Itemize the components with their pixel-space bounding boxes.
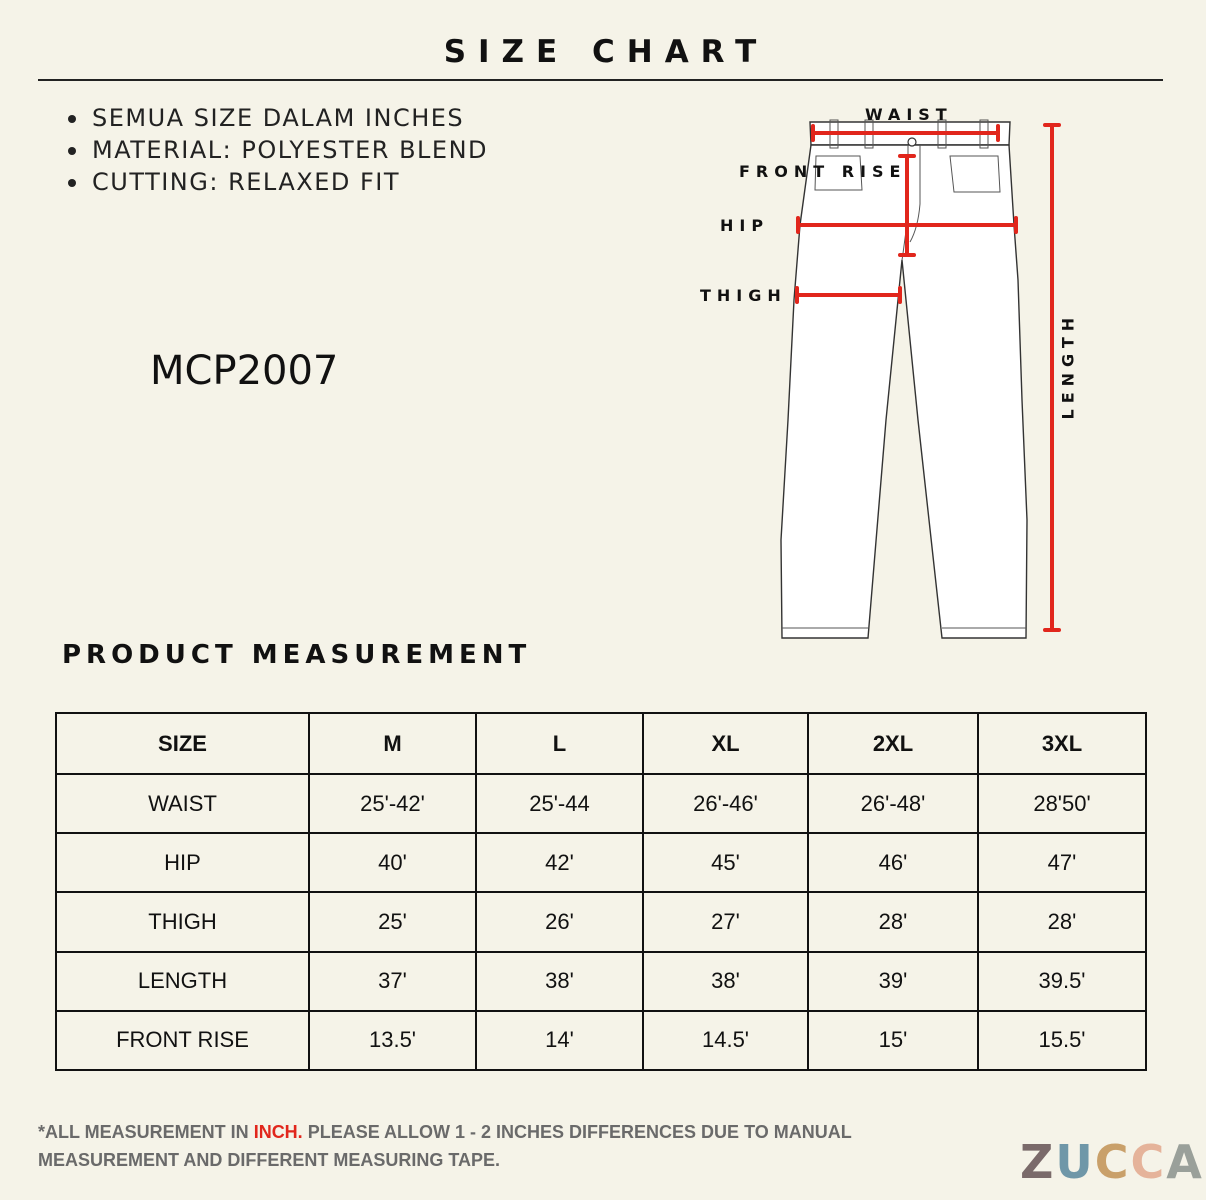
title-divider [38,79,1163,81]
table-cell: 47' [978,833,1146,892]
table-cell: 39' [808,952,978,1011]
thigh-label: THIGH [700,286,787,305]
logo-letter: C [1094,1135,1131,1189]
hip-label: HIP [720,216,770,235]
table-row [56,833,1146,892]
info-list [66,102,488,198]
table-cell: 28' [978,892,1146,951]
table-cell: 26'-46' [643,774,808,833]
table-cell: 38' [476,952,643,1011]
logo-letter: A [1166,1135,1204,1189]
table-row [56,774,1146,833]
table-header-cell: M [309,713,476,774]
table-header-cell: L [476,713,643,774]
table-cell: FRONT RISE [56,1011,309,1070]
logo-letter: U [1055,1135,1095,1189]
table-cell: 27' [643,892,808,951]
table-cell: 25'-42' [309,774,476,833]
table-cell: 25' [309,892,476,951]
pants-diagram [680,100,1100,650]
table-cell: 13.5' [309,1011,476,1070]
table-cell: 37' [309,952,476,1011]
info-item-text: MATERIAL: POLYESTER BLEND [92,136,489,164]
logo-letter: C [1130,1135,1167,1189]
table-cell: HIP [56,833,309,892]
table-cell: 14' [476,1011,643,1070]
table-header-cell: XL [643,713,808,774]
brand-logo [1020,1135,1204,1189]
waist-label: WAIST [865,105,953,124]
pants-illustration [680,100,1100,650]
table-header-cell: 3XL [978,713,1146,774]
table-row [56,1011,1146,1070]
size-table [55,712,1147,1071]
bullet-icon [68,115,76,123]
bullet-icon [68,179,76,187]
table-cell: 42' [476,833,643,892]
section-title: PRODUCT MEASUREMENT [62,640,532,670]
table-cell: 39.5' [978,952,1146,1011]
table-cell: 46' [808,833,978,892]
table-cell: 14.5' [643,1011,808,1070]
table-cell: 26' [476,892,643,951]
table-cell: 15.5' [978,1011,1146,1070]
logo-letter: Z [1020,1135,1056,1189]
table-cell: 28' [808,892,978,951]
table-cell: WAIST [56,774,309,833]
pants-outline [781,145,1027,638]
pants-button [908,138,916,146]
table-header-cell: SIZE [56,713,309,774]
table-cell: 28'50' [978,774,1146,833]
length-label: LENGTH [1058,311,1078,420]
table-header-cell: 2XL [808,713,978,774]
info-item-text: CUTTING: RELAXED FIT [92,168,401,196]
footnote-prefix: *ALL MEASUREMENT IN [38,1122,254,1142]
table-cell: 15' [808,1011,978,1070]
table-cell: 45' [643,833,808,892]
info-item [66,134,488,166]
table-row [56,892,1146,951]
front-rise-label: FRONT RISE [739,162,907,181]
footnote [38,1118,898,1174]
bullet-icon [68,147,76,155]
info-item [66,166,488,198]
page-title: SIZE CHART [443,34,769,70]
product-code: MCP2007 [150,348,339,394]
info-item [66,102,488,134]
footnote-suffix: PLEASE ALLOW 1 - 2 INCHES DIFFERENCES DUE TO MANUAL MEASUREMENT AND DIFFERENT MEASURING TAPE. [38,1122,852,1170]
table-row [56,952,1146,1011]
table-cell: LENGTH [56,952,309,1011]
table-cell: 26'-48' [808,774,978,833]
table-cell: 25'-44 [476,774,643,833]
table-header-row [56,713,1146,774]
table-cell: THIGH [56,892,309,951]
footnote-highlight: INCH. [253,1122,303,1142]
table-cell: 38' [643,952,808,1011]
table-cell: 40' [309,833,476,892]
info-item-text: SEMUA SIZE DALAM INCHES [92,104,465,132]
